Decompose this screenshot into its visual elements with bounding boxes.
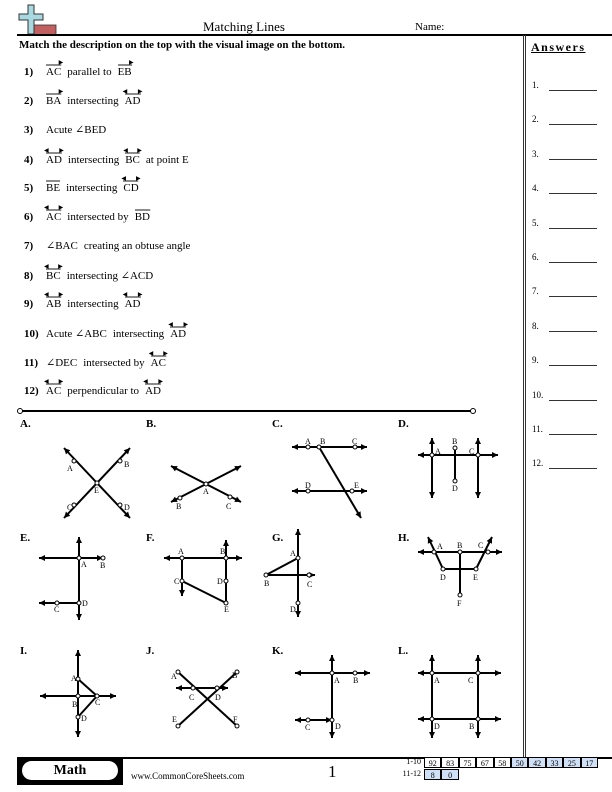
svg-text:D: D (215, 693, 221, 702)
line-notation: ▶ ◀ AC (148, 351, 168, 369)
page-number: 1 (328, 762, 337, 781)
line-notation: ▶ ◀ AD (44, 148, 64, 166)
question-text: intersecting (112, 328, 165, 340)
question-text: intersecting (67, 154, 120, 166)
ray-symbol-icon: ▶ (58, 89, 64, 95)
svg-text:D: D (81, 714, 87, 723)
line-notation: ▶ ◀ AD (122, 89, 143, 107)
question-number: 1) (24, 66, 34, 78)
ray-notation: ▶ EB (117, 60, 134, 78)
question-number: 8) (24, 270, 34, 282)
question-number: 11) (24, 357, 39, 369)
question-text: ∠DEC (46, 357, 78, 369)
svg-text:B: B (72, 700, 78, 709)
question-number: 6) (24, 211, 34, 223)
svg-text:E: E (94, 486, 99, 495)
figure-label-j: J. (146, 645, 155, 657)
line-symbol-icon: ▶ ◀ (148, 351, 168, 357)
question-7 (24, 239, 190, 257)
answer-line[interactable] (549, 400, 597, 401)
ray-symbol-icon: ▶ (129, 60, 134, 66)
line-notation: ▶ ◀ BC (123, 148, 142, 166)
question-8 (24, 264, 154, 287)
answer-blank-6[interactable] (532, 252, 612, 266)
question-text: intersecting ∠ACD (66, 270, 154, 282)
answers-title: Answers (531, 40, 586, 54)
line-symbol-icon: ▶ ◀ (168, 322, 189, 328)
svg-text:F: F (233, 715, 238, 724)
question-2 (24, 89, 143, 113)
answer-blank-4[interactable] (532, 183, 612, 197)
question-1 (24, 60, 134, 84)
figure-f-diagram (146, 532, 266, 632)
svg-text:D: D (305, 481, 311, 490)
svg-text:B: B (452, 437, 458, 446)
svg-text:B: B (264, 579, 270, 588)
line-symbol-icon: ▶ ◀ (143, 379, 163, 385)
svg-text:E: E (473, 573, 478, 582)
line-symbol-icon: ▶ ◀ (122, 292, 143, 298)
svg-text:B: B (124, 460, 130, 469)
answer-number: 5. (532, 217, 539, 228)
line-symbol-icon: ▶ ◀ (122, 89, 143, 95)
segment-symbol-icon (46, 179, 60, 183)
figure-label-b: B. (146, 418, 157, 430)
svg-text:F: F (457, 599, 462, 608)
answer-number: 3. (532, 148, 539, 159)
answer-blank-7[interactable] (532, 286, 612, 300)
svg-text:D: D (434, 722, 440, 731)
line-notation: ▶ ◀ AC (44, 379, 64, 397)
figure-l-diagram (398, 645, 518, 745)
score-cell: 67 (476, 757, 493, 768)
question-text: Acute ∠ABC (46, 328, 107, 340)
answer-blank-9[interactable] (532, 355, 612, 369)
score-cell: 92 (424, 757, 441, 768)
svg-text:D: D (452, 484, 458, 493)
svg-text:C: C (307, 580, 313, 589)
answer-number: 7. (532, 286, 539, 297)
answer-blank-8[interactable] (532, 321, 612, 335)
question-number: 9) (24, 298, 34, 310)
question-text: intersected by (83, 357, 145, 369)
question-text: parallel to (67, 66, 112, 78)
figure-c-diagram (272, 418, 392, 518)
svg-text:A: A (305, 437, 311, 446)
figure-label-d: D. (398, 418, 409, 430)
svg-text:A: A (171, 672, 177, 681)
question-11 (24, 351, 168, 374)
answer-line[interactable] (549, 228, 597, 229)
question-3 (24, 123, 106, 141)
answer-number: 10. (532, 389, 544, 400)
question-number: 2) (24, 95, 34, 107)
score-cell: 83 (441, 757, 458, 768)
svg-text:C: C (67, 503, 73, 512)
ray-notation: ▶ BA (46, 89, 64, 107)
svg-text:B: B (353, 676, 359, 685)
answer-line[interactable] (549, 124, 597, 125)
name-label: Name: (415, 21, 445, 33)
figure-label-e: E. (20, 532, 31, 544)
worksheet-title: Matching Lines (203, 19, 285, 34)
svg-text:A: A (434, 676, 440, 685)
segment-notation: BE (46, 182, 60, 194)
question-text: ∠BAC (46, 240, 78, 252)
svg-text:B: B (469, 722, 475, 731)
score-row-label: 11-12 (402, 769, 421, 778)
svg-text:C: C (226, 502, 232, 511)
divider-endpoint (17, 408, 23, 414)
answer-number: 8. (532, 320, 539, 331)
score-cell: 17 (581, 757, 598, 768)
answer-line[interactable] (549, 262, 597, 263)
line-notation: ▶ ◀ BC (44, 264, 63, 282)
figure-label-i: I. (20, 645, 28, 657)
answer-line[interactable] (549, 468, 597, 469)
svg-text:C: C (189, 693, 195, 702)
question-number: 4) (24, 154, 34, 166)
question-text: perpendicular to (67, 385, 140, 397)
figure-h-diagram (398, 532, 518, 632)
question-text: intersecting (67, 298, 119, 310)
score-cell: 75 (459, 757, 476, 768)
answers-divider (523, 35, 526, 757)
answer-number: 1. (532, 80, 539, 90)
score-cell: 8 (424, 769, 441, 780)
svg-text:C: C (469, 447, 475, 456)
figure-e-diagram (20, 532, 140, 632)
answer-blank-5[interactable] (532, 218, 612, 232)
line-symbol-icon: ▶ ◀ (44, 148, 64, 154)
question-text: intersecting (66, 182, 118, 194)
line-notation: ▶ ◀ AB (44, 292, 64, 310)
answer-blank-11[interactable] (532, 424, 612, 438)
answer-blank-10[interactable] (532, 390, 612, 404)
figure-label-g: G. (272, 532, 284, 544)
line-symbol-icon: ▶ ◀ (44, 379, 64, 385)
svg-text:A: A (290, 549, 296, 558)
score-cell: 33 (546, 757, 563, 768)
answer-number: 11. (532, 424, 543, 434)
figure-label-l: L. (398, 645, 409, 657)
line-notation: ▶ ◀ AD (122, 292, 143, 310)
line-notation: ▶ ◀ CD (121, 176, 141, 194)
svg-text:C: C (305, 723, 311, 732)
svg-text:D: D (82, 599, 88, 608)
answer-line[interactable] (549, 365, 597, 366)
question-5 (24, 176, 141, 200)
line-symbol-icon: ▶ ◀ (44, 205, 64, 211)
question-text: intersecting (67, 95, 119, 107)
svg-text:D: D (124, 503, 130, 512)
score-cell: 50 (511, 757, 528, 768)
svg-text:D: D (440, 573, 446, 582)
line-notation: ▶ ◀ AD (143, 379, 163, 397)
question-text: Acute ∠BED (46, 124, 107, 136)
answer-number: 9. (532, 355, 539, 366)
answer-line[interactable] (549, 434, 597, 435)
section-divider (20, 410, 474, 412)
line-notation: ▶ ◀ AD (168, 322, 189, 340)
svg-text:C: C (174, 577, 180, 586)
figure-i-diagram (20, 645, 140, 745)
ray-symbol-icon: ▶ (58, 60, 64, 66)
figure-k-diagram (272, 645, 392, 745)
svg-text:E: E (172, 715, 177, 724)
figure-g-diagram (264, 532, 392, 632)
score-cell: 42 (528, 757, 545, 768)
svg-text:A: A (71, 674, 77, 683)
question-12 (24, 379, 163, 403)
subject-label: Math (22, 761, 118, 780)
score-cell: 58 (494, 757, 511, 768)
svg-text:A: A (178, 547, 184, 556)
line-notation: ▶ ◀ AC (44, 205, 64, 223)
figure-j-diagram (146, 645, 266, 745)
svg-text:E: E (354, 481, 359, 490)
question-6 (24, 205, 150, 229)
score-cell: 25 (563, 757, 580, 768)
svg-text:A: A (203, 487, 209, 496)
answer-blank-1[interactable] (532, 80, 612, 94)
line-symbol-icon: ▶ ◀ (44, 292, 64, 298)
logo-icon (17, 4, 57, 36)
answer-number: 4. (532, 183, 539, 194)
svg-text:A: A (437, 542, 443, 551)
svg-text:B: B (457, 541, 463, 550)
question-number: 3) (24, 124, 34, 136)
line-symbol-icon: ▶ ◀ (44, 264, 63, 270)
score-row-label: 1-10 (406, 757, 421, 766)
figure-label-a: A. (20, 418, 31, 430)
svg-text:B: B (220, 547, 226, 556)
divider-endpoint (470, 408, 476, 414)
svg-text:D: D (290, 605, 296, 614)
svg-text:B: B (176, 502, 182, 511)
question-number: 12) (24, 385, 39, 397)
instructions: Match the description on the top with the visual image on the bottom. (19, 39, 346, 51)
answer-number: 6. (532, 252, 539, 262)
answer-number: 12. (532, 458, 544, 469)
figure-b-diagram (146, 418, 266, 518)
answer-line[interactable] (549, 193, 597, 194)
svg-text:B: B (320, 437, 326, 446)
answer-blank-3[interactable] (532, 149, 612, 163)
svg-text:E: E (224, 605, 229, 614)
svg-text:D: D (217, 577, 223, 586)
question-4 (24, 148, 189, 172)
figure-label-f: F. (146, 532, 155, 544)
svg-text:C: C (352, 437, 358, 446)
question-number: 10) (24, 328, 39, 340)
figure-d-diagram (398, 418, 518, 518)
figure-a-diagram (20, 418, 140, 518)
answer-line[interactable] (549, 159, 597, 160)
question-10 (24, 322, 189, 345)
answer-line[interactable] (549, 331, 597, 332)
question-text: at point E (145, 154, 189, 166)
answer-number: 2. (532, 114, 539, 125)
question-text: intersected by (67, 211, 129, 223)
figure-label-c: C. (272, 418, 283, 430)
svg-text:C: C (468, 676, 474, 685)
answer-blank-12[interactable] (532, 458, 612, 472)
figure-label-h: H. (398, 532, 410, 544)
score-cell: 0 (441, 769, 458, 780)
answer-line[interactable] (549, 296, 597, 297)
line-symbol-icon: ▶ ◀ (123, 148, 142, 154)
answer-blank-2[interactable] (532, 114, 612, 128)
question-9 (24, 292, 143, 316)
ray-notation: ▶ AC (46, 60, 64, 78)
question-text: creating an obtuse angle (83, 240, 191, 252)
svg-text:A: A (435, 447, 441, 456)
answer-line[interactable] (549, 90, 597, 91)
svg-text:A: A (334, 676, 340, 685)
line-symbol-icon: ▶ ◀ (121, 176, 141, 182)
svg-text:C: C (95, 698, 101, 707)
svg-text:A: A (81, 560, 87, 569)
segment-symbol-icon (135, 208, 150, 212)
svg-text:D: D (335, 722, 341, 731)
figure-label-k: K. (272, 645, 284, 657)
question-number: 7) (24, 240, 34, 252)
svg-text:C: C (478, 541, 484, 550)
segment-notation: BD (135, 211, 150, 223)
question-number: 5) (24, 182, 34, 194)
svg-text:C: C (54, 605, 60, 614)
svg-text:A: A (67, 464, 73, 473)
svg-text:B: B (232, 671, 238, 680)
svg-text:B: B (100, 561, 106, 570)
website-link[interactable]: www.CommonCoreSheets.com (131, 771, 245, 781)
